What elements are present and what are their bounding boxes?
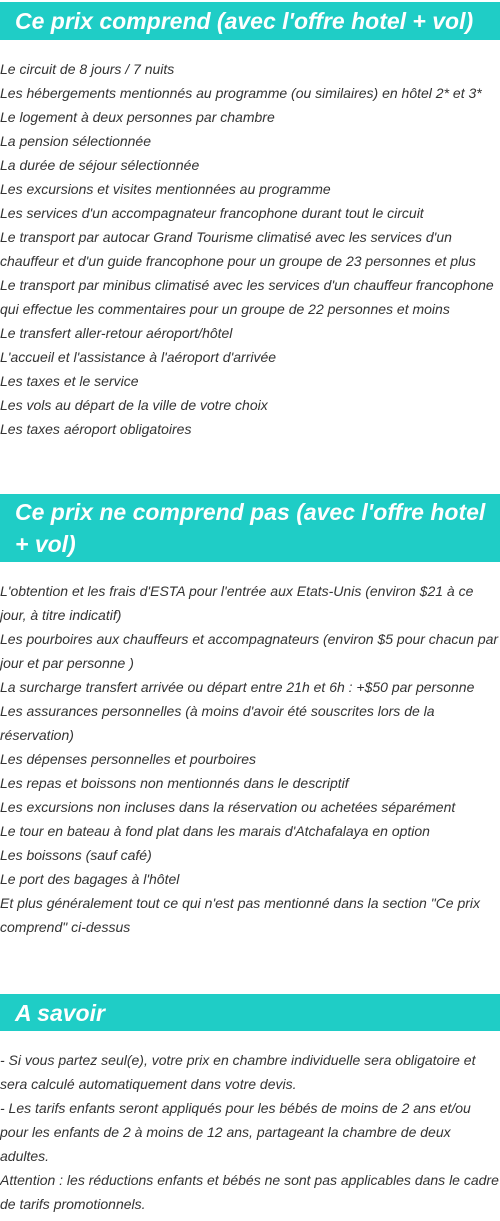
list-item: Les hébergements mentionnés au programme (ou similaires) en hôtel 2* et 3*	[0, 85, 482, 101]
not-included-list	[0, 579, 500, 939]
section-included	[0, 2, 500, 441]
section-title: Ce prix comprend (avec l'offre hotel + vol)	[0, 2, 500, 40]
list-item: Et plus généralement tout ce qui n'est pas mentionné dans la section "Ce prix comprend" ci-dessus	[0, 895, 481, 935]
section-title: A savoir	[0, 994, 500, 1031]
list-item: Le logement à deux personnes par chambre	[0, 109, 275, 125]
list-item: Le circuit de 8 jours / 7 nuits	[0, 61, 175, 77]
list-item: Les excursions et visites mentionnées au programme	[0, 181, 331, 197]
list-item: Les repas et boissons non mentionnés dans le descriptif	[0, 775, 349, 791]
list-item: - Les tarifs enfants seront appliqués pour les bébés de moins de 2 ans et/ou pour les enfants de 2 à moins de 12 ans, partageant la chambre de deux adultes.	[0, 1100, 471, 1164]
list-item: Les taxes aéroport obligatoires	[0, 421, 192, 437]
list-item: Le tour en bateau à fond plat dans les marais d'Atchafalaya en option	[0, 823, 430, 839]
list-item: La surcharge transfert arrivée ou départ entre 21h et 6h : +$50 par personne	[0, 679, 475, 695]
list-item: Le port des bagages à l'hôtel	[0, 871, 180, 887]
list-item: - Si vous partez seul(e), votre prix en chambre individuelle sera obligatoire et sera calculé automatiquement dans votre devis.	[0, 1052, 476, 1092]
section-not-included	[0, 494, 500, 939]
list-item: La durée de séjour sélectionnée	[0, 157, 200, 173]
list-item: Le transfert aller-retour aéroport/hôtel	[0, 325, 233, 341]
section-title: Ce prix ne comprend pas (avec l'offre hotel + vol)	[0, 494, 500, 562]
list-item: Les excursions non incluses dans la réservation ou achetées séparément	[0, 799, 456, 815]
list-item: L'obtention et les frais d'ESTA pour l'entrée aux Etats-Unis (environ $21 à ce jour, à titre indicatif)	[0, 583, 474, 623]
list-item: Attention : les réductions enfants et bébés ne sont pas applicables dans le cadre de tarifs promotionnels.	[0, 1172, 499, 1212]
list-item: Les taxes et le service	[0, 373, 139, 389]
list-item: La pension sélectionnée	[0, 133, 152, 149]
list-item: Les vols au départ de la ville de votre choix	[0, 397, 268, 413]
list-item: Les pourboires aux chauffeurs et accompagnateurs (environ $5 pour chacun par jour et par personne )	[0, 631, 499, 671]
list-item: Le transport par autocar Grand Tourisme climatisé avec les services d'un chauffeur et d'un guide francophone pour un groupe de 23 personnes et plus	[0, 229, 476, 269]
list-item: Les assurances personnelles (à moins d'avoir été souscrites lors de la réservation)	[0, 703, 435, 743]
list-item: L'accueil et l'assistance à l'aéroport d'arrivée	[0, 349, 277, 365]
list-item: Le transport par minibus climatisé avec les services d'un chauffeur francophone qui effectue les commentaires pour un groupe de 22 personnes et moins	[0, 277, 494, 317]
list-item: Les boissons (sauf café)	[0, 847, 152, 863]
list-item: Les services d'un accompagnateur francophone durant tout le circuit	[0, 205, 424, 221]
list-item: Les dépenses personnelles et pourboires	[0, 751, 257, 767]
included-list	[0, 57, 500, 441]
good-to-know-list	[0, 1048, 500, 1216]
section-good-to-know	[0, 994, 500, 1216]
